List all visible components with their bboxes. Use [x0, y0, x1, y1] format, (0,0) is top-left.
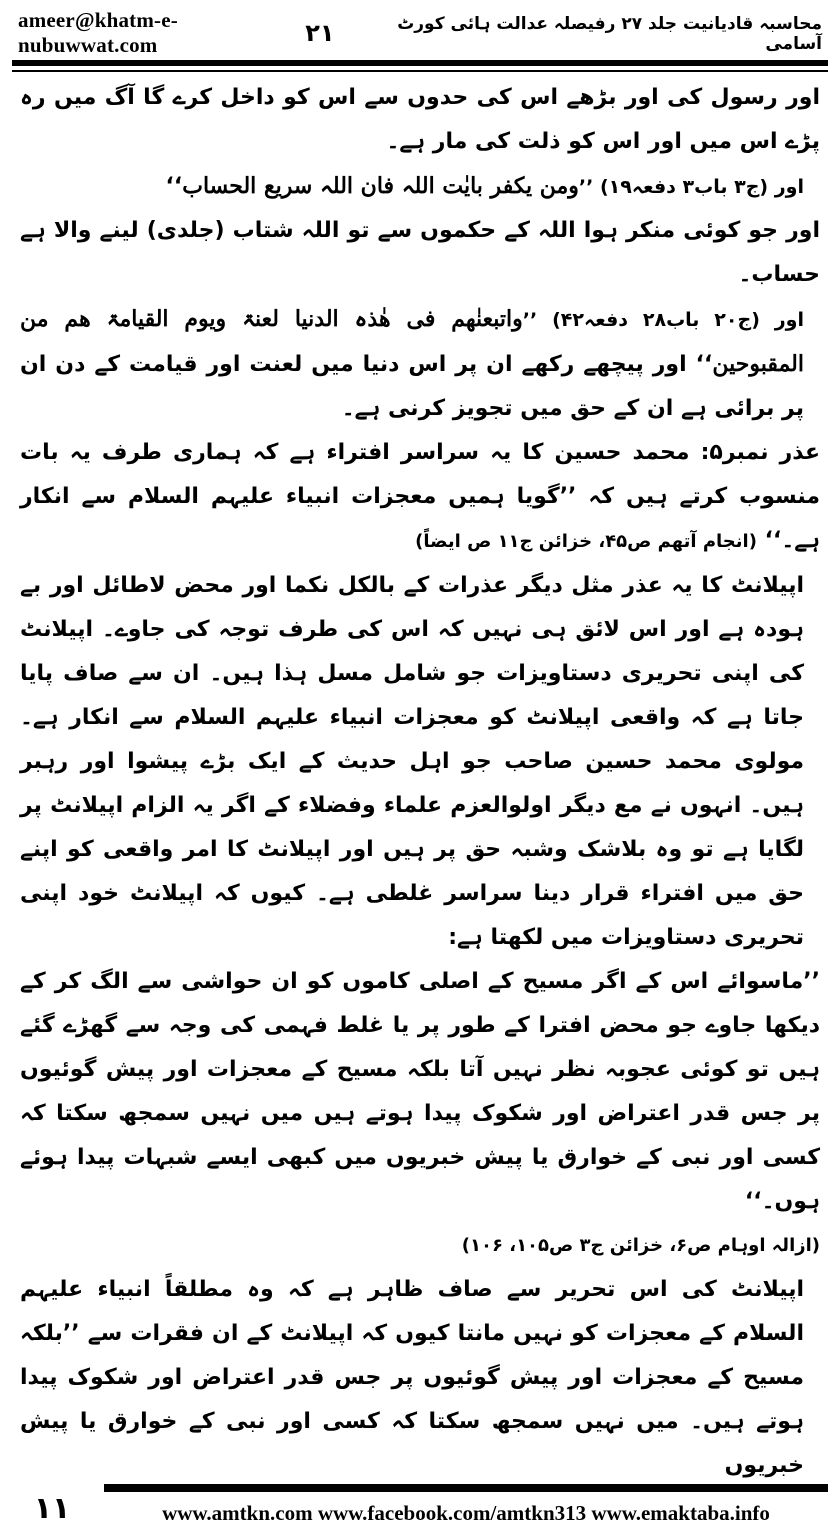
header-page-number: ۲۱ — [305, 19, 335, 47]
header-book-title: محاسبہ قادیانیت جلد ۲۷ رفیصلہ عدالت ہائی کورٹ آسامی — [397, 13, 822, 54]
p2-prefix: اور (ج۳ باب۳ دفعہ۱۹) ’’ — [578, 176, 804, 198]
header-rule-thick — [12, 60, 828, 66]
p5-text: محمد حسین کا یہ سراسر افتراء ہے کہ ہماری طرف یہ بات منسوب کرتے ہیں کہ ’’گویا ہمیں معجزات انبیاء علیہم السلام سے انکار ہے۔‘‘ — [20, 440, 820, 553]
footer-urls[interactable]: www.amtkn.com www.facebook.com/amtkn313 www.emaktaba.info — [162, 1500, 770, 1525]
header-rule-thin — [12, 70, 828, 72]
p2-arabic-verse: ومن یکفر بایٰت اللہ فان اللہ سریع الحساب — [182, 173, 579, 199]
paragraph-7-quote: ’’ماسوائے اس کے اگر مسیح کے اصلی کاموں کو ان حواشی سے الگ کر کے دیکھا جاوے جو محض افترا کے طور پر یا غلط فہمی کی وجہ سے گھڑے گئے ہیں تو کوئی عجوبہ نظر نہیں آتا بلکہ مسیح کے معجزات اور پیش گوئیوں پر جس قدر اعتراض اور شکوک پیدا ہوتے ہیں میں نہیں سمجھ سکتا کہ کسی اور نبی کے خوارق یا پیش خبریوں میں کبھی ایسے شبہات پیدا ہوئے ہوں۔‘‘ — [20, 969, 820, 1214]
p5-reference: (انجام آتھم ص۴۵، خزائن ج۱۱ ص ایضاً) — [415, 531, 757, 552]
paragraph-5 — [20, 431, 820, 564]
header-email[interactable]: ameer@khatm-e-nubuwwat.com — [18, 8, 178, 57]
footer-rule — [104, 1484, 828, 1492]
paragraph-6: اپیلانٹ کا یہ عذر مثل دیگر عذرات کے بالکل نکما اور محض لاطائل اور بے ہودہ ہے اور اس لائق ہی نہیں کہ اس کی طرف توجہ کی جاوے۔ اپیلانٹ کی اپنی تحریری دستاویزات جو شامل مسل ہذا ہیں۔ ان سے صاف پایا جاتا ہے کہ واقعی اپیلانٹ کو معجزات انبیاء علیہم السلام سے انکار ہے۔ مولوی محمد حسین صاحب جو اہل حدیث کے ایک بڑے پیشوا اور رہبر ہیں۔ انہوں نے مع دیگر اولوالعزم علماء وفضلاء کے اگر یہ الزام اپیلانٹ پر لگایا ہے تو وہ بلاشک وشبہ حق پر ہیں اور اپیلانٹ کا امر واقعی کو اپنے حق میں افتراء قرار دینا سراسر غلطی ہے۔ کیوں کہ اپیلانٹ خود اپنی تحریری دستاویزات میں لکھتا ہے: — [20, 573, 804, 950]
paragraph-1: اور رسول کی اور بڑھے اس کی حدوں سے اس کو داخل کرے گا آگ میں رہ پڑے اس میں اور اس کو ذلت کی مار ہے۔ — [20, 85, 820, 154]
paragraph-2 — [20, 164, 820, 209]
paragraph-4 — [20, 297, 820, 431]
p2-suffix: ‘‘ — [165, 174, 183, 199]
p5-label: عذر نمبر۵: — [700, 440, 820, 465]
paragraph-3: اور جو کوئی منکر ہوا اللہ کے حکموں سے تو اللہ شتاب (جلدی) لینے والا ہے حساب۔ — [20, 218, 820, 287]
page-footer — [12, 1484, 828, 1532]
paragraph-8: اپیلانٹ کی اس تحریر سے صاف ظاہر ہے کہ وہ مطلقاً انبیاء علیہم السلام کے معجزات کو نہیں مانتا کیوں کہ اپیلانٹ کے ان فقرات سے ’’بلکہ مسیح کے معجزات اور پیش گوئیوں پر جس قدر اعتراض اور شکوک پیدا ہوتے ہیں۔ میں نہیں سمجھ سکتا کہ کسی اور نبی کے خوارق یا پیش خبریوں — [20, 1277, 804, 1478]
p4-arabic-verse: واتبعنٰھم فی ھٰذہ الدنیا لعنۃ ویوم القیامۃ ھم من المقبوحین — [20, 306, 804, 377]
page-body — [20, 76, 820, 1478]
p4-suffix: ‘‘ اور پیچھے رکھے ان پر اس دنیا میں لعنت اور قیامت کے دن ان پر برائی ہے ان کے حق میں تجویز کرنی ہے۔ — [20, 352, 804, 421]
p4-prefix: اور (ج۲۰ باب۲۸ دفعہ۴۲) ’’ — [522, 309, 804, 331]
footer-page-number: ۱۱ — [33, 1490, 71, 1526]
p7-reference: (ازالہ اوہام ص۶، خزائن ج۳ ص۱۰۵، ۱۰۶) — [461, 1235, 820, 1256]
page-header — [18, 8, 822, 57]
header-right — [305, 13, 822, 54]
